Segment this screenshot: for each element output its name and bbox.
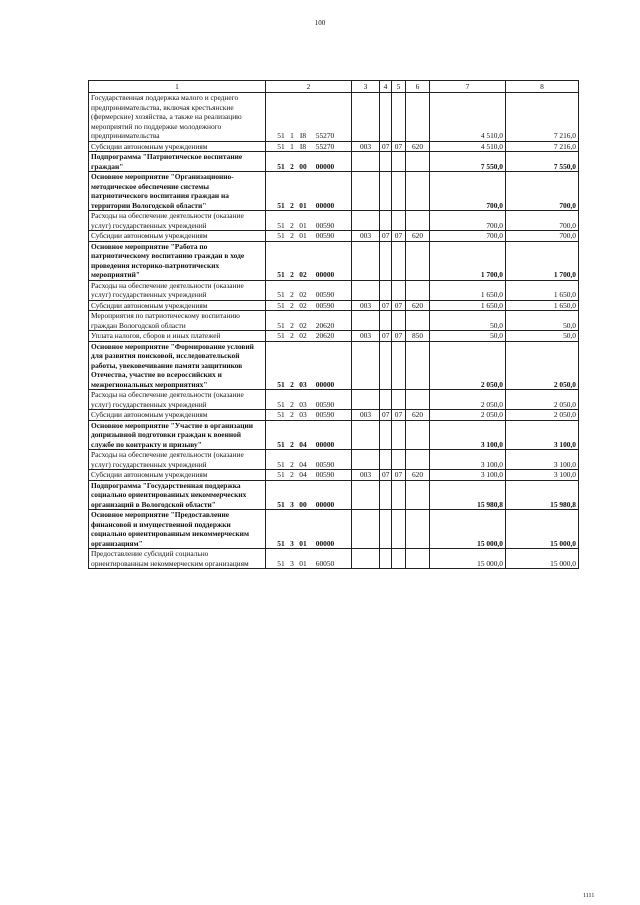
row-c6-cell <box>406 420 430 450</box>
row-c3-cell: 003 <box>352 470 380 481</box>
code-part-1: 51 <box>277 410 285 419</box>
code-part-1: 51 <box>277 399 285 409</box>
row-code-cell <box>266 300 352 311</box>
corner-mark: 1111 <box>583 893 595 899</box>
row-c3-cell: 003 <box>352 331 380 342</box>
row-code-cell <box>266 93 352 142</box>
table-row <box>89 480 579 510</box>
row-code-cell <box>266 341 352 390</box>
row-c3-cell <box>352 93 380 142</box>
row-code-cell <box>266 549 352 569</box>
row-c3-cell <box>352 450 380 470</box>
row-name-cell: Предоставление субсидий социально ориентированным некоммерческим организациям <box>89 549 266 569</box>
row-c8-amount: 3 100,0 <box>506 450 579 470</box>
row-c6-cell <box>406 211 430 231</box>
row-c7-amount: 50,0 <box>430 331 506 342</box>
row-name-cell: Субсидии автономным учреждениям <box>89 231 266 242</box>
table-row <box>89 231 579 242</box>
code-part-2: 2 <box>290 459 294 469</box>
code-part-4: 00000 <box>315 161 335 171</box>
row-c7-amount: 4 510,0 <box>430 93 506 142</box>
row-c4-cell <box>380 390 392 410</box>
row-code-cell <box>266 410 352 421</box>
row-c6-cell <box>406 341 430 390</box>
row-c3-cell <box>352 420 380 450</box>
code-part-2: 3 <box>290 558 294 568</box>
row-c4-cell <box>380 172 392 211</box>
code-part-2: 1 <box>290 131 294 140</box>
row-c5-cell <box>392 152 406 172</box>
row-c7-amount: 700,0 <box>430 231 506 242</box>
code-part-3: I8 <box>299 131 307 140</box>
row-name-cell: Основное мероприятие "Организационно-методическое обеспечение системы патриотического воспитания граждан на территории Вологодской области" <box>89 172 266 211</box>
code-part-2: 2 <box>290 220 294 230</box>
table-row <box>89 172 579 211</box>
code-part-4: 60050 <box>315 558 335 568</box>
row-c8-amount: 2 050,0 <box>506 410 579 421</box>
row-c8-amount: 2 050,0 <box>506 390 579 410</box>
code-part-4: 00000 <box>315 499 335 509</box>
code-part-2: 2 <box>290 439 294 449</box>
row-code-cell <box>266 450 352 470</box>
table-row <box>89 510 579 549</box>
table-row <box>89 549 579 569</box>
row-code-cell <box>266 231 352 242</box>
code-part-2: 2 <box>290 231 294 240</box>
row-c3-cell <box>352 241 380 280</box>
row-c7-amount: 15 000,0 <box>430 549 506 569</box>
row-code-cell <box>266 480 352 510</box>
code-part-3: 01 <box>299 558 307 568</box>
table-row <box>89 152 579 172</box>
code-part-3: 02 <box>299 300 307 310</box>
header-col-6: 6 <box>406 81 430 93</box>
code-part-4: 00000 <box>315 439 335 449</box>
code-part-3: 04 <box>299 439 307 449</box>
code-part-4: 00590 <box>315 399 335 409</box>
table-row <box>89 390 579 410</box>
code-part-3: 01 <box>299 538 307 548</box>
row-c5-cell <box>392 241 406 280</box>
row-name-cell: Расходы на обеспечение деятельности (оказание услуг) государственных учреждений <box>89 390 266 410</box>
code-part-2: 2 <box>290 161 294 171</box>
row-code-cell <box>266 420 352 450</box>
row-c6-cell <box>406 93 430 142</box>
row-c6-cell <box>406 280 430 300</box>
code-part-1: 51 <box>277 131 285 140</box>
header-col-8: 8 <box>506 81 579 93</box>
row-c8-amount: 15 000,0 <box>506 510 579 549</box>
row-c8-amount: 1 650,0 <box>506 300 579 311</box>
row-c6-cell <box>406 480 430 510</box>
row-c8-amount: 15 000,0 <box>506 549 579 569</box>
code-part-1: 51 <box>277 200 285 210</box>
row-name-cell: Основное мероприятие "Участие в организации допризывной подготовки граждан к военной службе по контракту и призыву" <box>89 420 266 450</box>
code-part-2: 3 <box>290 499 294 509</box>
code-part-3: 02 <box>299 320 307 330</box>
row-name-cell: Субсидии автономным учреждениям <box>89 470 266 481</box>
code-part-3: 03 <box>299 379 307 389</box>
code-part-3: 00 <box>299 499 307 509</box>
row-c4-cell <box>380 93 392 142</box>
row-name-cell: Субсидии автономным учреждениям <box>89 410 266 421</box>
row-c8-amount: 700,0 <box>506 231 579 242</box>
row-c8-amount: 700,0 <box>506 172 579 211</box>
table-row <box>89 280 579 300</box>
code-part-3: 03 <box>299 410 307 419</box>
code-part-1: 51 <box>277 270 285 279</box>
row-c6-cell: 620 <box>406 410 430 421</box>
row-c5-cell <box>392 390 406 410</box>
code-part-2: 2 <box>290 200 294 210</box>
row-c6-cell <box>406 450 430 470</box>
row-c5-cell <box>392 211 406 231</box>
row-c3-cell <box>352 390 380 410</box>
row-c5-cell <box>392 172 406 211</box>
row-c5-cell: 07 <box>392 410 406 421</box>
row-c7-amount: 3 100,0 <box>430 470 506 481</box>
code-part-1: 51 <box>277 379 285 389</box>
row-c5-cell <box>392 311 406 331</box>
code-part-1: 51 <box>277 439 285 449</box>
row-c8-amount: 7 216,0 <box>506 141 579 152</box>
row-c5-cell <box>392 480 406 510</box>
code-part-4: 00590 <box>315 470 335 479</box>
row-c4-cell <box>380 480 392 510</box>
code-part-3: 01 <box>299 220 307 230</box>
row-c5-cell: 07 <box>392 331 406 342</box>
row-c6-cell <box>406 510 430 549</box>
code-part-3: I8 <box>299 141 307 151</box>
row-name-cell: Расходы на обеспечение деятельности (оказание услуг) государственных учреждений <box>89 450 266 470</box>
row-c8-amount: 1 650,0 <box>506 280 579 300</box>
row-c6-cell: 620 <box>406 470 430 481</box>
header-col-5: 5 <box>392 81 406 93</box>
header-col-2: 2 <box>266 81 352 93</box>
code-part-3: 04 <box>299 459 307 469</box>
row-c4-cell <box>380 211 392 231</box>
row-c7-amount: 1 650,0 <box>430 300 506 311</box>
row-c6-cell: 850 <box>406 331 430 342</box>
row-c7-amount: 2 050,0 <box>430 341 506 390</box>
row-c4-cell <box>380 420 392 450</box>
code-part-4: 20620 <box>315 320 335 330</box>
row-c5-cell <box>392 549 406 569</box>
row-code-cell <box>266 152 352 172</box>
row-c8-amount: 3 100,0 <box>506 470 579 481</box>
table-row <box>89 300 579 311</box>
row-c7-amount: 700,0 <box>430 172 506 211</box>
row-name-cell: Основное мероприятие "Работа по патриотическому воспитанию граждан в ходе проведения историко-патриотических мероприятий" <box>89 241 266 280</box>
code-part-4: 00590 <box>315 231 335 240</box>
code-part-4: 00590 <box>315 220 335 230</box>
row-c4-cell <box>380 152 392 172</box>
row-c8-amount: 2 050,0 <box>506 341 579 390</box>
code-part-4: 00000 <box>315 200 335 210</box>
code-part-4: 00590 <box>315 410 335 419</box>
code-part-1: 51 <box>277 459 285 469</box>
code-part-3: 01 <box>299 200 307 210</box>
row-c7-amount: 1 700,0 <box>430 241 506 280</box>
row-c4-cell: 07 <box>380 231 392 242</box>
row-c6-cell <box>406 549 430 569</box>
header-col-3: 3 <box>352 81 380 93</box>
code-part-1: 51 <box>277 470 285 479</box>
row-code-cell <box>266 241 352 280</box>
row-c8-amount: 1 700,0 <box>506 241 579 280</box>
row-c3-cell <box>352 311 380 331</box>
code-part-4: 00590 <box>315 459 335 469</box>
row-c3-cell <box>352 341 380 390</box>
row-c3-cell <box>352 510 380 549</box>
code-part-2: 2 <box>290 270 294 279</box>
row-c3-cell: 003 <box>352 231 380 242</box>
code-part-1: 51 <box>277 320 285 330</box>
row-c3-cell: 003 <box>352 300 380 311</box>
budget-table <box>88 80 579 569</box>
code-part-2: 2 <box>290 331 294 340</box>
row-c3-cell <box>352 280 380 300</box>
row-name-cell: Расходы на обеспечение деятельности (оказание услуг) государственных учреждений <box>89 211 266 231</box>
row-code-cell <box>266 172 352 211</box>
table-row <box>89 311 579 331</box>
row-c3-cell <box>352 480 380 510</box>
code-part-4: 00590 <box>315 300 335 310</box>
row-c6-cell: 620 <box>406 231 430 242</box>
row-c6-cell <box>406 311 430 331</box>
code-part-4: 00000 <box>315 538 335 548</box>
row-code-cell <box>266 311 352 331</box>
row-c3-cell <box>352 152 380 172</box>
code-part-1: 51 <box>277 558 285 568</box>
table-row <box>89 93 579 142</box>
row-c7-amount: 15 980,8 <box>430 480 506 510</box>
row-c4-cell <box>380 549 392 569</box>
row-name-cell: Основное мероприятие "Предоставление финансовой и имущественной поддержки социально ориентированным некоммерческим организациям" <box>89 510 266 549</box>
row-c3-cell <box>352 172 380 211</box>
row-c4-cell: 07 <box>380 141 392 152</box>
table-body <box>89 93 579 569</box>
code-part-4: 55270 <box>315 131 335 140</box>
row-c7-amount: 7 550,0 <box>430 152 506 172</box>
row-c5-cell <box>392 341 406 390</box>
row-c4-cell <box>380 241 392 280</box>
row-c8-amount: 15 980,8 <box>506 480 579 510</box>
code-part-2: 2 <box>290 379 294 389</box>
row-name-cell: Субсидии автономным учреждениям <box>89 141 266 152</box>
row-c8-amount: 50,0 <box>506 311 579 331</box>
row-c4-cell: 07 <box>380 470 392 481</box>
code-part-3: 04 <box>299 470 307 479</box>
code-part-1: 51 <box>277 538 285 548</box>
row-c6-cell <box>406 172 430 211</box>
row-c7-amount: 2 050,0 <box>430 390 506 410</box>
code-part-4: 00000 <box>315 379 335 389</box>
row-c5-cell <box>392 93 406 142</box>
row-c5-cell: 07 <box>392 141 406 152</box>
row-c4-cell <box>380 311 392 331</box>
row-c4-cell <box>380 280 392 300</box>
row-name-cell: Расходы на обеспечение деятельности (оказание услуг) государственных учреждений <box>89 280 266 300</box>
table-row <box>89 450 579 470</box>
row-name-cell: Подпрограмма "Государственная поддержка социально ориентированных некоммерческих организаций в Вологодской области" <box>89 480 266 510</box>
code-part-1: 51 <box>277 141 285 151</box>
row-name-cell: Основное мероприятие "Формирование условий для развития поисковой, исследовательской работы, увековечивание памяти защитников Отечества, участие во всероссийских и межрегиональных мероприятиях" <box>89 341 266 390</box>
row-c7-amount: 4 510,0 <box>430 141 506 152</box>
code-part-2: 2 <box>290 399 294 409</box>
code-part-4: 20620 <box>315 331 335 340</box>
row-c4-cell <box>380 450 392 470</box>
row-c7-amount: 700,0 <box>430 211 506 231</box>
row-c6-cell <box>406 390 430 410</box>
row-c8-amount: 50,0 <box>506 331 579 342</box>
code-part-1: 51 <box>277 499 285 509</box>
row-c8-amount: 7 550,0 <box>506 152 579 172</box>
code-part-2: 2 <box>290 410 294 419</box>
table-header-row <box>89 81 579 93</box>
row-c3-cell: 003 <box>352 141 380 152</box>
code-part-2: 3 <box>290 538 294 548</box>
code-part-1: 51 <box>277 300 285 310</box>
code-part-3: 01 <box>299 231 307 240</box>
row-c5-cell <box>392 420 406 450</box>
table-row <box>89 331 579 342</box>
code-part-3: 00 <box>299 161 307 171</box>
row-c7-amount: 2 050,0 <box>430 410 506 421</box>
row-c4-cell <box>380 341 392 390</box>
row-code-cell <box>266 510 352 549</box>
code-part-2: 2 <box>290 300 294 310</box>
row-name-cell: Субсидии автономным учреждениям <box>89 300 266 311</box>
row-c7-amount: 3 100,0 <box>430 450 506 470</box>
table-row <box>89 470 579 481</box>
row-code-cell <box>266 331 352 342</box>
row-code-cell <box>266 390 352 410</box>
row-code-cell <box>266 211 352 231</box>
row-name-cell: Мероприятия по патриотическому воспитанию граждан Вологодской области <box>89 311 266 331</box>
table-row <box>89 341 579 390</box>
row-c4-cell: 07 <box>380 331 392 342</box>
code-part-4: 00590 <box>315 290 335 299</box>
code-part-3: 03 <box>299 399 307 409</box>
row-c5-cell: 07 <box>392 470 406 481</box>
code-part-2: 2 <box>290 290 294 299</box>
header-col-7: 7 <box>430 81 506 93</box>
header-col-4: 4 <box>380 81 392 93</box>
code-part-3: 02 <box>299 331 307 340</box>
row-c4-cell: 07 <box>380 300 392 311</box>
row-c7-amount: 50,0 <box>430 311 506 331</box>
row-c7-amount: 3 100,0 <box>430 420 506 450</box>
code-part-3: 02 <box>299 290 307 299</box>
row-c5-cell: 07 <box>392 300 406 311</box>
row-c5-cell <box>392 450 406 470</box>
row-c8-amount: 7 216,0 <box>506 93 579 142</box>
page-number: 100 <box>314 19 326 27</box>
code-part-2: 1 <box>290 141 294 151</box>
row-c5-cell: 07 <box>392 231 406 242</box>
row-c3-cell <box>352 211 380 231</box>
row-c6-cell: 620 <box>406 300 430 311</box>
row-c3-cell: 003 <box>352 410 380 421</box>
table-row <box>89 211 579 231</box>
table-row <box>89 420 579 450</box>
row-c6-cell <box>406 152 430 172</box>
code-part-1: 51 <box>277 331 285 340</box>
row-c4-cell: 07 <box>380 410 392 421</box>
row-c7-amount: 15 000,0 <box>430 510 506 549</box>
row-code-cell <box>266 280 352 300</box>
table-row <box>89 141 579 152</box>
table-row <box>89 410 579 421</box>
code-part-1: 51 <box>277 231 285 240</box>
code-part-2: 2 <box>290 320 294 330</box>
row-name-cell: Государственная поддержка малого и среднего предпринимательства, включая крестьянские (фермерские) хозяйства, а также на реализацию мероприятий по поддержке молодежного предпринимательства <box>89 93 266 142</box>
row-c4-cell <box>380 510 392 549</box>
code-part-4: 00000 <box>315 270 335 279</box>
code-part-1: 51 <box>277 220 285 230</box>
header-col-1: 1 <box>89 81 266 93</box>
code-part-1: 51 <box>277 161 285 171</box>
row-c8-amount: 3 100,0 <box>506 420 579 450</box>
code-part-2: 2 <box>290 470 294 479</box>
code-part-4: 55270 <box>315 141 335 151</box>
code-part-3: 02 <box>299 270 307 279</box>
row-c5-cell <box>392 280 406 300</box>
row-name-cell: Уплата налогов, сборов и иных платежей <box>89 331 266 342</box>
row-c6-cell: 620 <box>406 141 430 152</box>
table-row <box>89 241 579 280</box>
code-part-1: 51 <box>277 290 285 299</box>
row-name-cell: Подпрограмма "Патриотическое воспитание граждан" <box>89 152 266 172</box>
row-c7-amount: 1 650,0 <box>430 280 506 300</box>
row-c8-amount: 700,0 <box>506 211 579 231</box>
row-c6-cell <box>406 241 430 280</box>
row-c5-cell <box>392 510 406 549</box>
row-code-cell <box>266 470 352 481</box>
row-c3-cell <box>352 549 380 569</box>
row-code-cell <box>266 141 352 152</box>
